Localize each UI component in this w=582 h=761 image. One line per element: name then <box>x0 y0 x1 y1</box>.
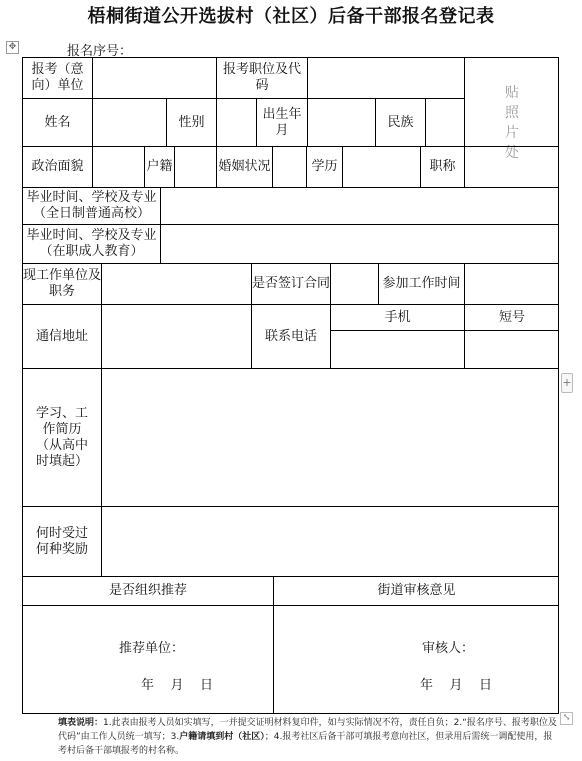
add-column-icon[interactable]: + <box>561 373 573 393</box>
awards-label-text: 何时受过何种奖励 <box>35 525 88 557</box>
note-part-1: 1.此表由报考人员如实填写，一并提交证明材料复印件，如与实际情况不符，责任自负；2.“报名序号、报考职位及代码”由工作人员统一填写；3. <box>58 718 557 742</box>
short-number-label: 短号 <box>464 304 559 330</box>
serial-number-label: 报名序号： <box>67 44 133 59</box>
name-label: 姓名 <box>22 98 92 146</box>
note-heading: 填表说明： <box>58 718 104 728</box>
photo-label: 贴照片处 <box>505 84 519 161</box>
review-label: 街道审核意见 <box>273 576 559 605</box>
political-label: 政治面貌 <box>22 146 92 187</box>
address-label: 通信地址 <box>22 304 101 368</box>
reviewer-label: 审核人： <box>422 641 475 656</box>
contract-label: 是否签订合同 <box>251 263 330 304</box>
short-number-field[interactable] <box>464 330 559 368</box>
recommend-label: 是否组织推荐 <box>22 576 273 605</box>
recommend-box[interactable] <box>22 605 273 714</box>
gender-field[interactable] <box>216 98 256 146</box>
marital-label: 婚姻状况 <box>216 146 272 187</box>
recommend-date: 年 月 日 <box>141 678 214 693</box>
current-job-label: 现工作单位及职务 <box>22 263 101 304</box>
unit-field[interactable] <box>92 57 216 98</box>
position-field[interactable] <box>307 57 464 98</box>
name-field[interactable] <box>92 98 166 146</box>
hukou-label: 户籍 <box>144 146 174 187</box>
birth-field[interactable] <box>307 98 375 146</box>
move-handle-icon[interactable]: ✥ <box>6 41 19 54</box>
grad-adult-label: 毕业时间、学校及专业（在职成人教育） <box>22 224 160 263</box>
review-date: 年 月 日 <box>420 678 493 693</box>
ethnicity-label: 民族 <box>375 98 425 146</box>
fill-instructions <box>58 716 558 758</box>
ethnicity-field[interactable] <box>425 98 464 146</box>
mobile-field[interactable] <box>330 330 464 368</box>
mobile-label: 手机 <box>330 304 464 330</box>
education-label: 学历 <box>306 146 342 187</box>
awards-label <box>22 506 101 576</box>
phone-label: 联系电话 <box>251 304 330 368</box>
grad-adult-field[interactable] <box>160 224 559 263</box>
current-job-field[interactable] <box>101 263 251 304</box>
note-part-2: ；4.报考社区后备干部可填报考意向社区，但录用后需统一调配使用，报考村后备干部填报考的村名称。 <box>58 732 553 756</box>
work-start-label: 参加工作时间 <box>378 263 464 304</box>
education-field[interactable] <box>342 146 420 187</box>
hukou-field[interactable] <box>174 146 216 187</box>
form-title: 梧桐街道公开选拔村（社区）后备干部报名登记表 <box>87 6 495 27</box>
gender-label: 性别 <box>166 98 216 146</box>
grad-fulltime-label: 毕业时间、学校及专业（全日制普通高校） <box>22 187 160 224</box>
political-field[interactable] <box>92 146 144 187</box>
review-box[interactable] <box>273 605 559 714</box>
resume-field[interactable] <box>101 368 559 506</box>
address-field[interactable] <box>101 304 251 368</box>
resize-handle-icon[interactable]: ⤡ <box>560 712 573 725</box>
recommender-label: 推荐单位： <box>119 641 185 656</box>
title-label: 职称 <box>420 146 464 187</box>
awards-field[interactable] <box>101 506 559 576</box>
position-label: 报考职位及代码 <box>216 57 307 98</box>
contract-field[interactable] <box>330 263 378 304</box>
marital-field[interactable] <box>272 146 306 187</box>
title-field[interactable] <box>464 146 559 187</box>
work-start-field[interactable] <box>464 263 559 304</box>
unit-label: 报考（意向）单位 <box>22 57 92 98</box>
resume-label-text: 学习、工作简历（从高中时填起） <box>35 405 88 469</box>
birth-label: 出生年月 <box>256 98 307 146</box>
resume-label <box>22 368 101 506</box>
note-bold: 户籍请填到村（社区） <box>179 732 265 742</box>
grad-fulltime-field[interactable] <box>160 187 559 224</box>
